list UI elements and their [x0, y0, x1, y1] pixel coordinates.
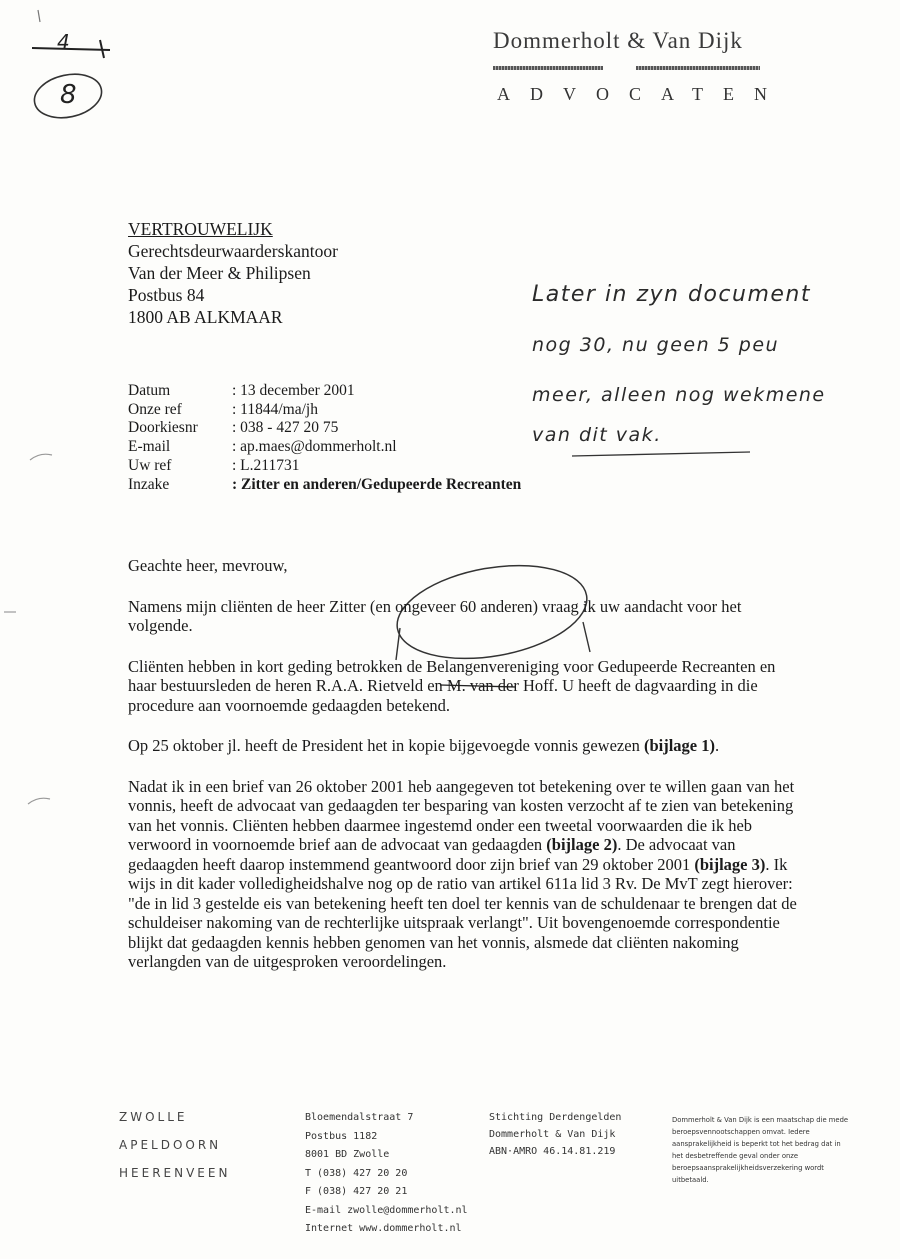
handwritten-note-line: van dit vak.	[532, 424, 662, 446]
letter-body	[128, 556, 803, 986]
reference-key: Doorkiesnr	[128, 419, 198, 437]
reference-value: : 13 december 2001	[232, 382, 355, 399]
attachment-ref: (bijlage 1)	[643, 736, 715, 755]
reference-row	[128, 438, 521, 457]
office-city: HEERENVEEN	[119, 1166, 231, 1180]
office-cities	[119, 1103, 230, 1187]
reference-row	[128, 382, 521, 401]
firm-name: Dommerholt & Van Dijk	[493, 28, 743, 53]
reference-key: Inzake	[128, 475, 170, 493]
letterhead-rule-right	[636, 66, 760, 70]
office-city: APELDOORN	[119, 1138, 222, 1152]
footer-bank-line: Dommerholt & Van Dijk	[489, 1129, 616, 1140]
footer-address-line: 8001 BD Zwolle	[305, 1149, 390, 1160]
footer-address	[305, 1109, 468, 1239]
footer-website: Internet www.dommerholt.nl	[305, 1223, 462, 1234]
footer-address-line: Postbus 1182	[305, 1130, 378, 1142]
footer-bank	[489, 1109, 621, 1160]
body-paragraph: Cliënten hebben in kort geding betrokken de Belangenvereniging voor Gedupeerde Recreanten en haar bestuursleden de heren R.A.A. Rietveld en M. van der Hoff. U heeft de dagvaarding in die procedure aan voornoemde gedaagden betekend.	[128, 656, 776, 715]
paragraph-text: Op 25 oktober jl. heeft de President het in kopie bijgevoegde vonnis gewezen	[128, 736, 644, 755]
subject-value: : Zitter en anderen/Gedupeerde Recreanten	[232, 475, 522, 493]
handwritten-note-line: meer, alleen nog wekmene	[532, 384, 826, 406]
reference-key: Onze ref	[128, 400, 182, 418]
attachment-ref: (bijlage 3)	[694, 854, 766, 874]
handwritten-note-line: nog 30, nu geen 5 peu	[532, 334, 780, 356]
reference-value: : L.211731	[232, 456, 300, 474]
firm-subtitle: ADVOCATEN	[497, 84, 787, 104]
salutation: Geachte heer, mevrouw,	[128, 556, 288, 575]
paragraph-text: .	[714, 736, 720, 755]
reference-key: Datum	[128, 382, 171, 399]
body-paragraph	[128, 736, 803, 756]
paragraph-text: Nadat ik in een brief van 26 oktober 2001 heb aangegeven tot betekening over te willen gaan van het vonnis, heeft de advocaat van gedaagden ter besparing van kosten verzocht af te zien van betekening van het vonnis. Cliënten hebben daarmee ingestemd onder een tweetal voorwaarden die ik heb verwoord in voornoemde brief aan de advocaat van gedaagden	[128, 776, 795, 854]
attachment-ref: (bijlage 2)	[546, 835, 618, 854]
reference-table	[128, 382, 521, 494]
body-paragraph: Namens mijn cliënten de heer Zitter (en ongeveer 60 anderen) vraag ik uw aandacht voor het volgende.	[128, 596, 742, 635]
reference-value: : 11844/ma/jh	[232, 400, 318, 418]
footer-bank-account: ABN·AMRO 46.14.81.219	[489, 1146, 616, 1157]
reference-row	[128, 401, 521, 420]
reference-row	[128, 419, 521, 438]
addressee-line: Postbus 84	[128, 285, 205, 305]
paragraph-text: . Ik wijs in dit kader volledigheidshalve nog op de ratio van artikel 611a lid 3 Rv. De MvT zegt hierover: "de in lid 3 gestelde eis van betekening heeft ten doel ter kennis van de schuldenaar te brengen dat de schuldeiser nakoming van de rechterlijke uitspraak verlangt". Uit bovengenoemde correspondentie blijkt dat gedaagden kennis hebben genomen van het vonnis, alsmede dat cliënten nakoming verlangden van de uitgesproken veroordelingen.	[128, 854, 797, 971]
handwritten-note-line: Later in zyn document	[532, 282, 811, 307]
footer-phone: T (038) 427 20 20	[305, 1167, 408, 1179]
body-paragraph	[128, 777, 803, 972]
page-number-mark: 4	[57, 30, 70, 54]
footer-address-line: Bloemendalstraat 7	[305, 1112, 414, 1123]
footer-bank-line: Stichting Derdengelden	[489, 1112, 622, 1123]
confidential-label: VERTROUWELIJK	[128, 219, 273, 239]
addressee-line: Gerechtsdeurwaarderskantoor	[128, 241, 338, 261]
footer-liability-note: Dommerholt & Van Dijk is een maatschap die mede beroepsvennootschappen omvat. Iedere aansprakelijkheid is beperkt tot het bedrag dat in het desbetreffende geval onder onze beroepsaansprakelijkheidsverzekering wordt uitbetaald.	[672, 1116, 849, 1184]
footer-fax: F (038) 427 20 21	[305, 1186, 408, 1197]
reference-row	[128, 476, 521, 495]
reference-value: : ap.maes@dommerholt.nl	[232, 438, 397, 456]
reference-value: : 038 - 427 20 75	[232, 419, 339, 437]
circled-number-mark: 8	[60, 80, 77, 110]
addressee-block	[128, 218, 338, 328]
letterhead-rule-left	[493, 66, 603, 70]
reference-key: E-mail	[128, 438, 171, 456]
office-city: ZWOLLE	[119, 1110, 188, 1124]
addressee-line: 1800 AB ALKMAAR	[128, 307, 283, 327]
reference-key: Uw ref	[128, 456, 172, 474]
paragraph-text: . De advocaat van gedaagden heeft daarop instemmend geantwoord door zijn brief van 29 oktober 2001	[128, 835, 736, 874]
reference-row	[128, 457, 521, 476]
footer-email: E-mail zwolle@dommerholt.nl	[305, 1204, 468, 1216]
addressee-line: Van der Meer & Philipsen	[128, 263, 311, 283]
